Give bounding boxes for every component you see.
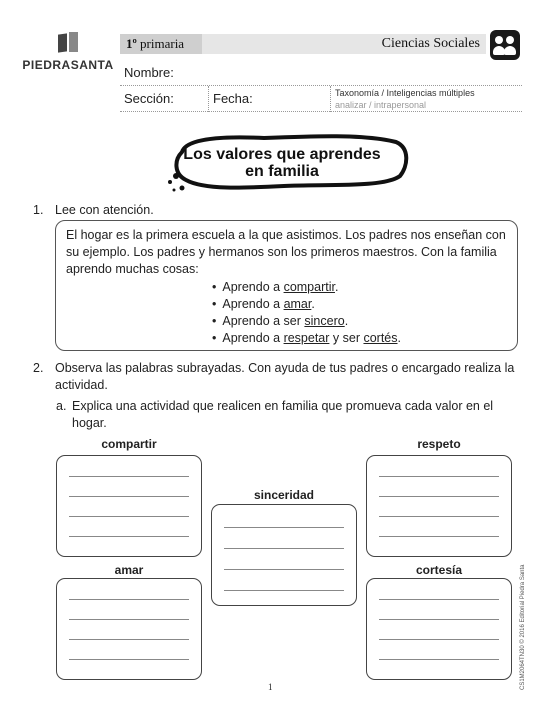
answer-box-amar[interactable] <box>56 578 202 680</box>
subject-label: Ciencias Sociales <box>381 36 480 51</box>
list-item: • Aprendo a respetar y ser cortés. <box>212 330 401 347</box>
question-1-number: 1. <box>33 203 44 217</box>
label-respeto: respeto <box>417 437 461 451</box>
answer-box-compartir[interactable] <box>56 455 202 557</box>
list-item: • Aprendo a compartir. <box>212 279 401 296</box>
label-cortesia: cortesía <box>415 563 463 577</box>
question-2-prompt: Observa las palabras subrayadas. Con ayuda de tus padres o encargado realiza la actividad. <box>55 361 515 392</box>
subquestion-letter: a. <box>56 399 67 413</box>
list-item: • Aprendo a ser sincero. <box>212 313 401 330</box>
page-number: 1 <box>268 682 273 692</box>
grade-subject-bar <box>120 34 486 54</box>
name-field[interactable]: Nombre: <box>120 62 522 86</box>
label-sinceridad: sinceridad <box>253 488 315 502</box>
answer-box-cortesia[interactable] <box>366 578 512 680</box>
reading-paragraph: El hogar es la primera escuela a la que asistimos. Los padres nos enseñan con su ejemplo. Los padres y hermanos son los primeros maestros. Con la familia aprendo muchas cosas: <box>66 228 506 276</box>
values-list <box>212 279 401 347</box>
brand-name: PIEDRASANTA <box>22 58 114 72</box>
date-field[interactable]: Fecha: <box>208 86 330 112</box>
answer-box-respeto[interactable] <box>366 455 512 557</box>
publisher-logo <box>20 32 116 72</box>
label-amar: amar <box>114 563 144 577</box>
subquestion-prompt: Explica una actividad que realicen en familia que promueva cada valor en el hogar. <box>72 399 494 430</box>
label-compartir: compartir <box>101 437 157 451</box>
answer-box-sinceridad[interactable] <box>211 504 357 606</box>
question-2-number: 2. <box>33 361 44 375</box>
section-date-row <box>120 86 522 112</box>
question-1-prompt: Lee con atención. <box>55 203 154 217</box>
grade-label: 1º primaria <box>120 34 202 54</box>
list-item: • Aprendo a amar. <box>212 296 401 313</box>
taxonomy-box: Taxonomía / Inteligencias múltiples analizar / intrapersonal <box>330 86 522 112</box>
reading-box <box>55 220 518 351</box>
people-icon <box>490 30 520 60</box>
book-icon <box>57 32 79 54</box>
worksheet-title: Los valores que aprendes en familia <box>183 146 381 180</box>
section-field[interactable]: Sección: <box>124 91 174 106</box>
copyright-note: CS1M2064TN30 © 2016 Editorial Piedra Santa <box>520 564 526 690</box>
